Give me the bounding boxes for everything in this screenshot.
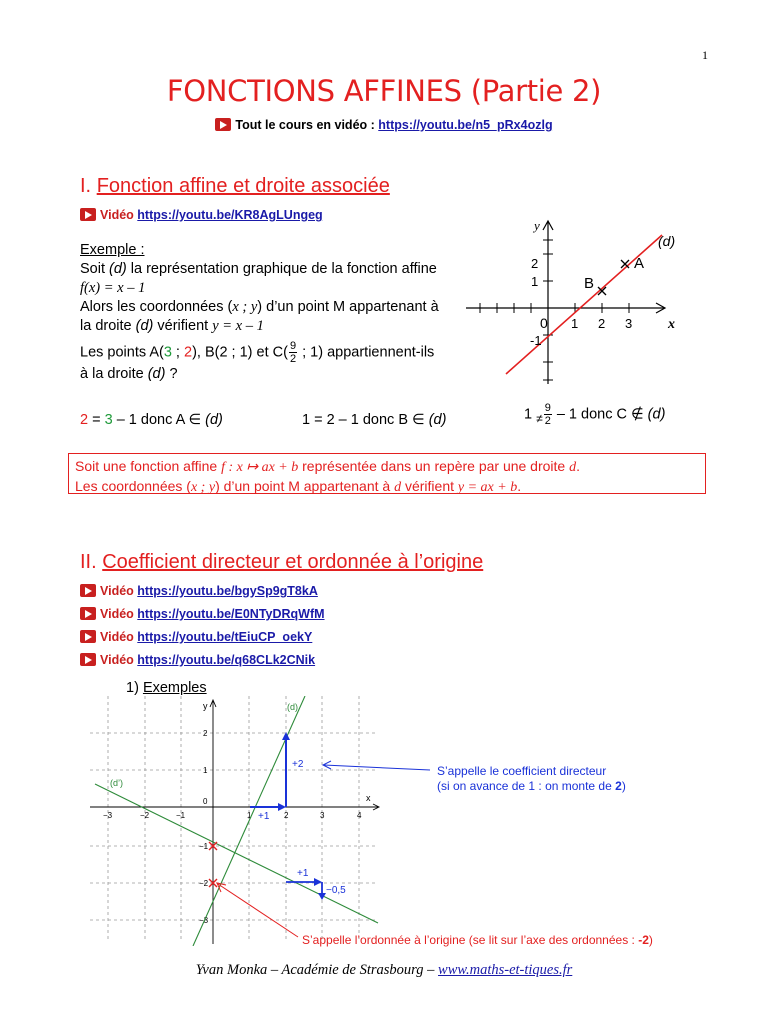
- fraction: $\frac{9}{2}$: [289, 340, 297, 365]
- run-d-prime-label: +1: [297, 868, 309, 879]
- svg-text:−2: −2: [140, 811, 150, 820]
- example-line-3: Alors les coordonnées (x ; y) d’un point M appartenant à: [80, 299, 439, 315]
- play-icon[interactable]: [80, 653, 96, 666]
- svg-text:1: 1: [203, 766, 208, 775]
- point-a-label: A: [634, 255, 645, 272]
- slope-annotation: [437, 764, 626, 794]
- run-d-label: +1: [258, 811, 270, 822]
- point-b-label: B: [584, 275, 595, 292]
- line-d-label: (d): [658, 233, 676, 249]
- section-2-number: II.: [80, 551, 97, 573]
- play-icon[interactable]: [80, 584, 96, 597]
- x-axis-label: x: [366, 793, 371, 803]
- tick-y-2: 2: [531, 256, 539, 271]
- play-icon[interactable]: [80, 607, 96, 620]
- example-line-6: à la droite (d) ?: [80, 366, 178, 382]
- section-2-heading: [80, 551, 483, 574]
- graph-affine-line: [458, 208, 690, 394]
- course-video-link[interactable]: https://youtu.be/n5_pRx4ozlg: [378, 118, 553, 132]
- intercept-annotation: S’appelle l’ordonnée à l’origine (se lit sur l’axe des ordonnées : -2): [302, 933, 653, 947]
- tick-y-neg-1: -1: [530, 333, 542, 348]
- example-line-1: Soit (d) la représentation graphique de la fonction affine: [80, 261, 437, 277]
- svg-text:2: 2: [203, 729, 208, 738]
- result-a: 2 = 3 – 1 donc A ∈ (d): [80, 412, 223, 428]
- y-tick-labels: [199, 729, 209, 925]
- slope-annotation-line-1: S’appelle le coefficient directeur: [437, 764, 607, 778]
- video-link[interactable]: https://youtu.be/bgySp9gT8kA: [137, 584, 318, 598]
- play-icon[interactable]: [215, 118, 231, 131]
- result-c: 1 $_\ne$ $\frac{9}{2}$ – 1 donc C ∉ (d): [524, 402, 666, 427]
- example-line-4: la droite (d) vérifient y = x – 1: [80, 318, 264, 334]
- svg-text:1: 1: [247, 811, 252, 820]
- y-axis-label: y: [203, 701, 208, 711]
- play-icon[interactable]: [80, 630, 96, 643]
- slope-annotation-line-2: (si on avance de 1 : on monte de 2): [437, 779, 626, 793]
- video-link[interactable]: https://youtu.be/E0NTyDRqWfM: [137, 607, 325, 621]
- section-2-video-4: Vidéo https://youtu.be/q68CLk2CNik: [80, 653, 315, 667]
- footer-link[interactable]: www.maths-et-tiques.fr: [438, 962, 573, 978]
- footer-text: Yvan Monka – Académie de Strasbourg –: [195, 962, 439, 978]
- example-label: Exemple :: [80, 242, 145, 258]
- svg-text:−3: −3: [103, 811, 113, 820]
- svg-text:−3: −3: [199, 916, 209, 925]
- section-1-title: Fonction affine et droite associée: [96, 175, 390, 197]
- x-axis-label: x: [668, 317, 675, 332]
- run-arrowhead-2: [314, 878, 322, 886]
- svg-text:−1: −1: [176, 811, 186, 820]
- tick-x-2: 2: [598, 316, 606, 331]
- example-line-5: Les points A(3 ; 2), B(2 ; 1) et C( $\frac{9}{2}$ ; 1) appartiennent-ils: [80, 340, 435, 365]
- examples-subheading: 1) Exemples: [126, 680, 207, 696]
- line-d-prime: [95, 784, 378, 923]
- course-video-label: Tout le cours en vidéo :: [235, 118, 379, 132]
- axis-ticks: [480, 240, 629, 380]
- slope-arrows-d: [250, 736, 286, 807]
- svg-text:4: 4: [357, 811, 362, 820]
- rise-d-label: +2: [292, 759, 304, 770]
- section-2-video-2: Vidéo https://youtu.be/E0NTyDRqWfM: [80, 607, 325, 621]
- x-tick-labels: [103, 811, 362, 820]
- definition-box: [68, 453, 706, 494]
- example-text: [80, 241, 460, 384]
- svg-text:3: 3: [320, 811, 325, 820]
- tick-y-1: 1: [531, 274, 539, 289]
- section-1-video: [80, 208, 323, 222]
- section-2-video-3: Vidéo https://youtu.be/tEiuCP_oekY: [80, 630, 312, 644]
- point-a-cross: [621, 260, 629, 268]
- graph-examples: [90, 696, 390, 946]
- page-number: 1: [702, 48, 708, 62]
- example-line-2: f(x) = x – 1: [80, 280, 146, 296]
- run-arrowhead: [278, 803, 286, 811]
- video-link[interactable]: https://youtu.be/q68CLk2CNik: [137, 653, 316, 667]
- section-1-heading: [80, 175, 390, 198]
- section-2-title: Coefficient directeur et ordonnée à l’origine: [102, 551, 484, 573]
- tick-x-1: 1: [571, 316, 579, 331]
- y-axis-label: y: [534, 218, 540, 233]
- rise-d-prime-label: −0,5: [326, 885, 346, 896]
- page-title: FONCTIONS AFFINES (Partie 2): [166, 74, 602, 108]
- svg-text:−1: −1: [199, 842, 209, 851]
- tick-x-3: 3: [625, 316, 633, 331]
- grid: [90, 696, 375, 941]
- svg-text:−2: −2: [199, 879, 209, 888]
- section-2-video-1: Vidéo https://youtu.be/bgySp9gT8kA: [80, 584, 318, 598]
- section-1-number: I.: [80, 175, 92, 197]
- svg-text:2: 2: [284, 811, 289, 820]
- video-label: Vidéo: [100, 208, 134, 222]
- result-b: 1 = 2 – 1 donc B ∈ (d): [302, 412, 447, 428]
- video-link[interactable]: https://youtu.be/KR8AgLUngeg: [137, 208, 323, 222]
- origin-label: 0: [203, 797, 208, 806]
- video-link[interactable]: https://youtu.be/tEiuCP_oekY: [137, 630, 313, 644]
- line-d-label: (d): [287, 702, 298, 712]
- definition-line-1: Soit une fonction affine f : x ↦ ax + b représentée dans un repère par une droite d.: [75, 458, 580, 475]
- line-d-prime-label: (d’): [110, 778, 123, 788]
- play-icon[interactable]: [80, 208, 96, 221]
- definition-line-2: Les coordonnées (x ; y) d’un point M appartenant à d vérifient y = ax + b.: [75, 478, 522, 495]
- footer: [0, 962, 768, 979]
- origin-label: 0: [540, 315, 548, 331]
- course-video-line: [0, 118, 768, 132]
